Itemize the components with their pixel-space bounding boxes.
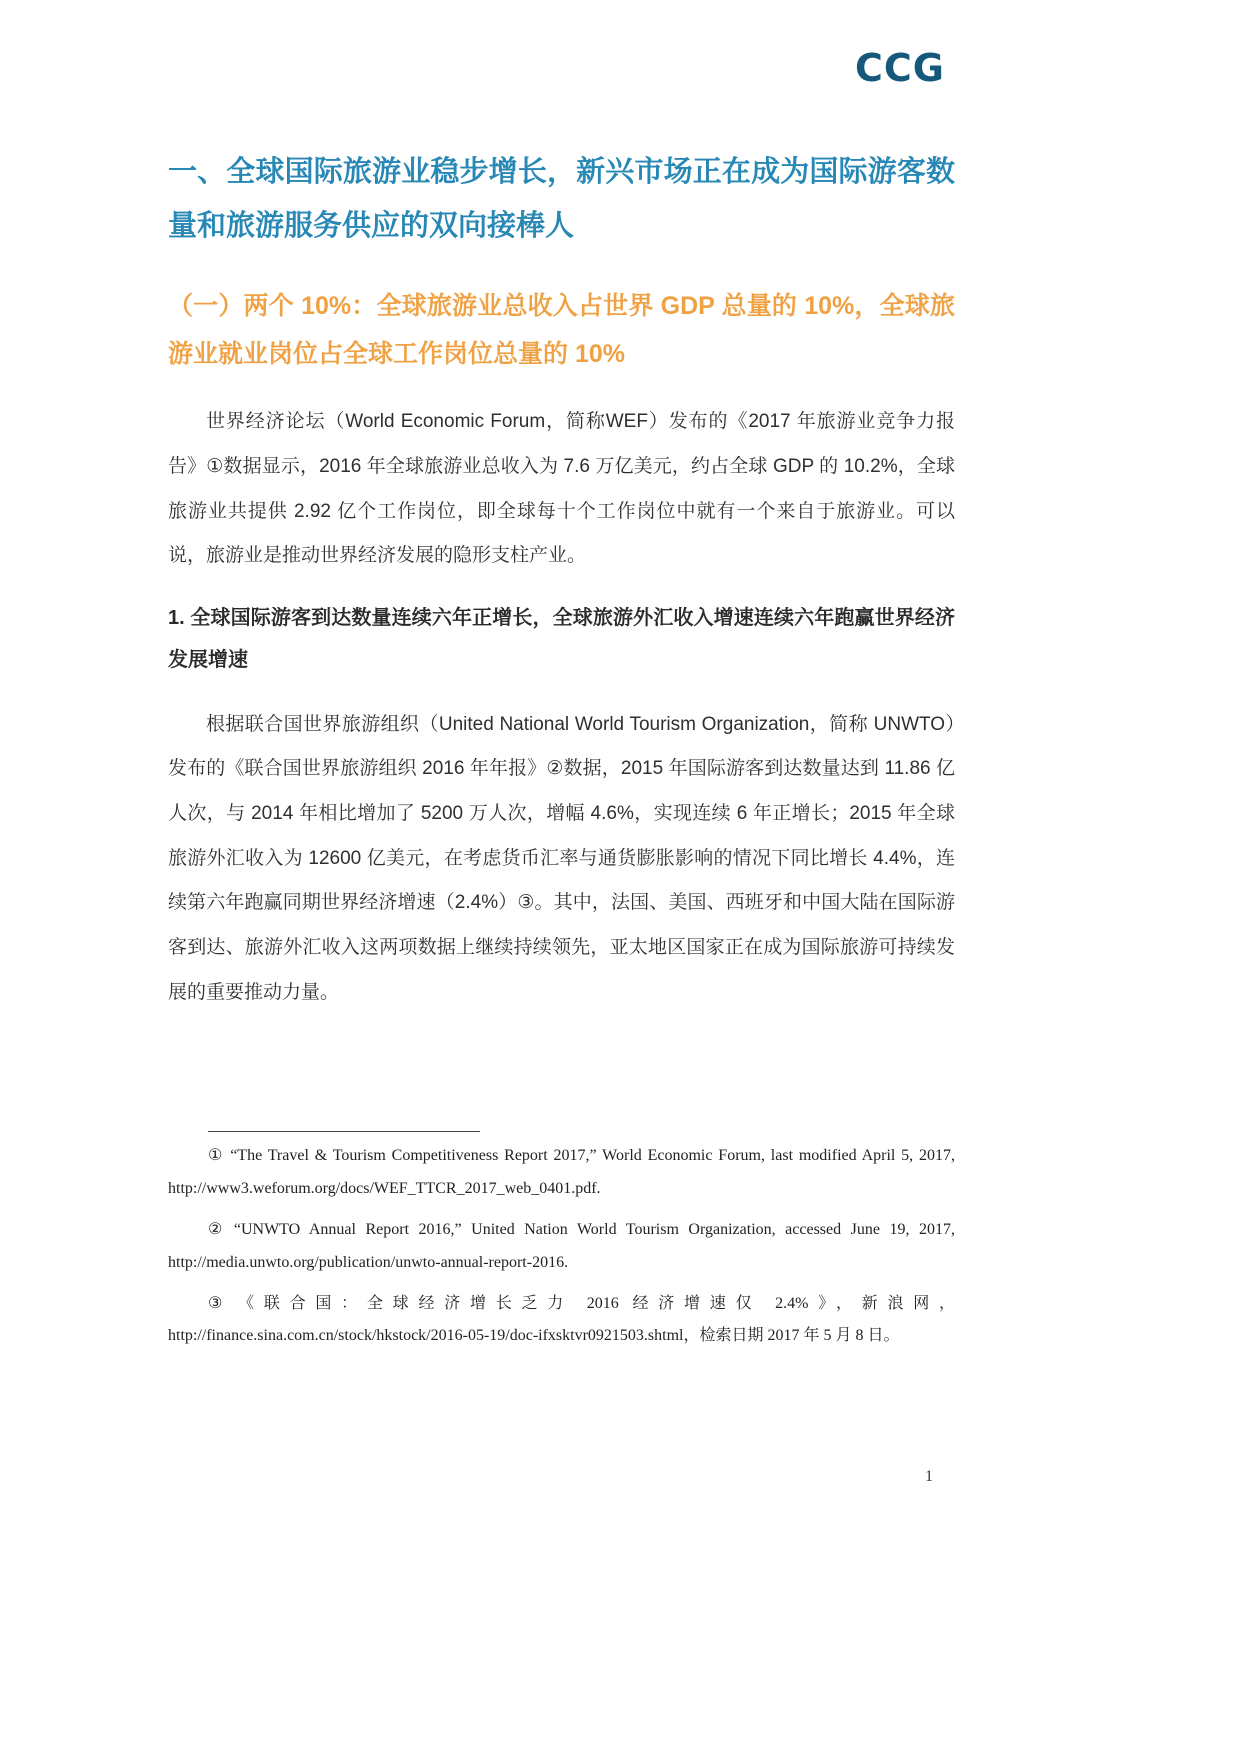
numbered-subheading: 1. 全球国际游客到达数量连续六年正增长，全球旅游外汇收入增速连续六年跑赢世界经济发展增速 — [168, 606, 955, 671]
subsection-heading: （一）两个 10%：全球旅游业总收入占世界 GDP 总量的 10%，全球旅游业就业岗位占全球工作岗位总量的 10% — [168, 292, 955, 368]
footnotes-section — [168, 1131, 955, 1353]
footnote-divider — [208, 1131, 480, 1132]
page-header — [168, 46, 955, 96]
footnote-3-marker: ③ — [208, 1294, 233, 1312]
paragraph-1: 世界经济论坛（World Economic Forum，简称WEF）发布的《2017 年旅游业竞争力报告》①数据显示，2016 年全球旅游业总收入为 7.6 万亿美元，约占全球 GDP 的 10.2%，全球旅游业共提供 2.92 亿个工作岗位，即全球每十个工作岗位中就有一个来自于旅游业。可以说，旅游业是推动世界经济发展的隐形支柱产业。 — [168, 411, 955, 567]
paragraph-2: 根据联合国世界旅游组织（United National World Tourism Organization，简称 UNWTO）发布的《联合国世界旅游组织 2016 年年报》②数据，2015 年国际游客到达数量达到 11.86 亿人次，与 2014 年相比增加了 5200 万人次，增幅 4.6%，实现连续 6 年正增长；2015 年全球旅游外汇收入为 12600 亿美元，在考虑货币汇率与通货膨胀影响的情况下同比增长 4.4%，连续第六年跑赢同期世界经济增速（2.4%）③。其中，法国、美国、西班牙和中国大陆在国际游客到达、旅游外汇收入这两项数据上继续持续领先，亚太地区国家正在成为国际旅游可持续发展的重要推动力量。 — [168, 713, 955, 1003]
footnote-2-marker: ② — [208, 1220, 228, 1238]
footnote-1 — [168, 1140, 955, 1206]
footnote-1-marker: ① — [208, 1147, 225, 1165]
footnote-3-text: 《联合国：全球经济增长乏力 2016 经济增速仅 2.4%》，新浪网，http://finance.sina.com.cn/stock/hkstock/2016-05-19/doc-ifxsktvr0921503.shtml，检索日期 2017 年 5 月 8 日。 — [168, 1294, 955, 1345]
footnote-3 — [168, 1288, 955, 1354]
footnote-2 — [168, 1214, 955, 1280]
section-heading: 一、全球国际旅游业稳步增长，新兴市场正在成为国际游客数量和旅游服务供应的双向接棒人 — [168, 156, 955, 242]
ccg-logo: CCG — [855, 46, 945, 90]
page-number: 1 — [925, 1468, 933, 1485]
footnote-1-text: “The Travel & Tourism Competitiveness Report 2017,” World Economic Forum, last modified April 5, 2017, http://www3.weforum.org/docs/WEF_TTCR_2017_web_0401.pdf. — [168, 1147, 956, 1198]
footnote-2-text: “UNWTO Annual Report 2016,” United Nation World Tourism Organization, accessed June 19, 2017, http://media.unwto.org/publication/unwto-annual-report-2016. — [168, 1220, 955, 1271]
